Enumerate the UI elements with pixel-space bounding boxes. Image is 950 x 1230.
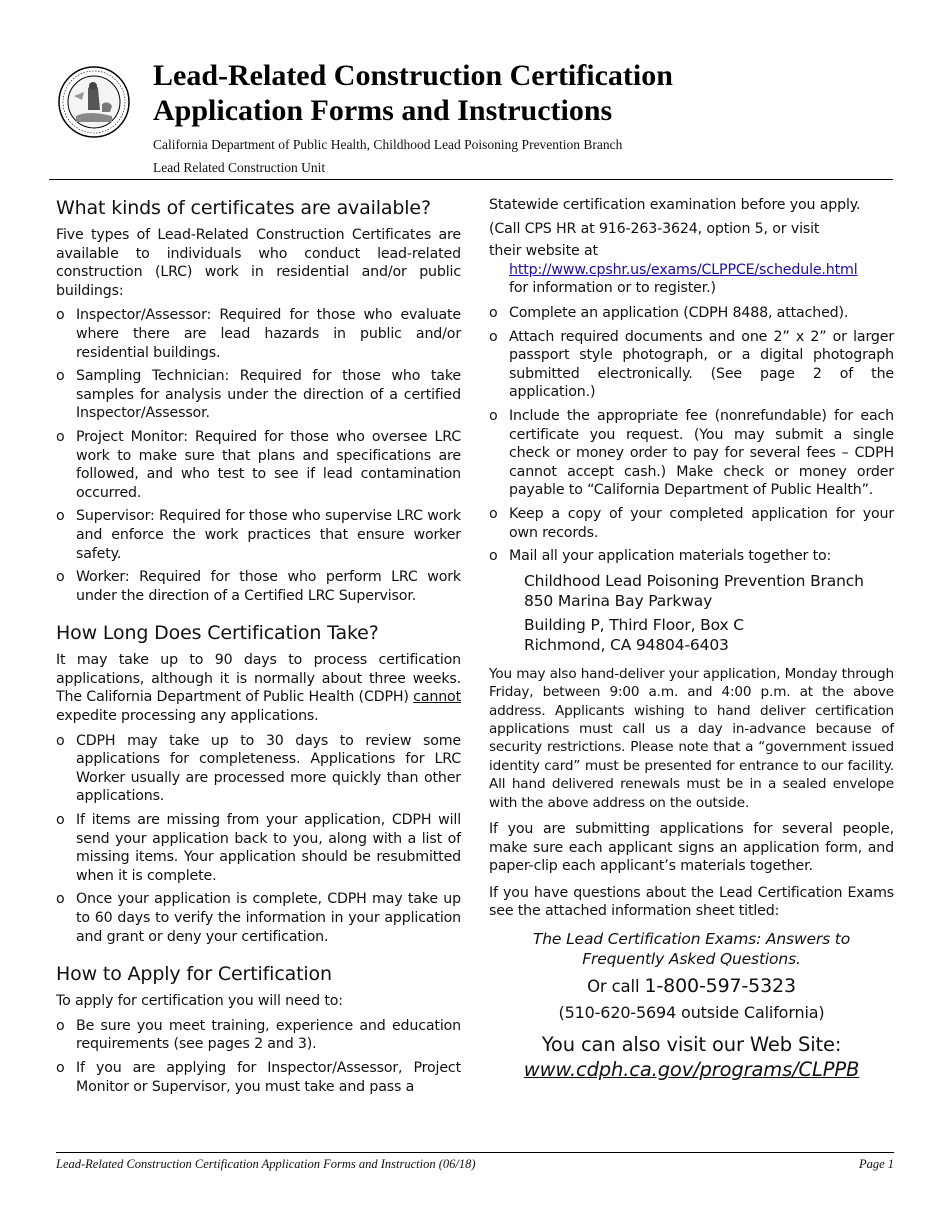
address-line: Richmond, CA 94804-6403 bbox=[524, 635, 729, 654]
certificates-heading: What kinds of certificates are available? bbox=[56, 197, 431, 219]
duration-intro bbox=[56, 651, 461, 725]
website-block bbox=[489, 261, 894, 298]
continuation-text: for information or to register.) bbox=[509, 280, 716, 297]
continuation-text: Statewide certification examination before you apply. bbox=[489, 197, 861, 213]
list-item: o Inspector/Assessor: Required for those who evaluate where there are lead hazards in public and/or residential buildings. bbox=[56, 306, 461, 362]
list-item: o Attach required documents and one 2” x 2” or larger passport style photograph, or a digital photograph submitted electronically. (See page 2 of the application.) bbox=[489, 328, 894, 402]
california-state-seal-icon bbox=[58, 66, 130, 138]
hand-delivery-paragraph: You may also hand-deliver your application, Monday through Friday, between 9:00 a.m. and 4:00 p.m. at the above address. Applicants wishing to hand deliver certification applications must call us a day in-advance because of security restrictions. Please note that a “government issued identity card” must be presented for entrance to our facility. All hand delivered renewals must be in a sealed envelope with the above address on the outside. bbox=[489, 665, 894, 811]
cannot-emphasis: cannot bbox=[413, 689, 461, 706]
cdph-website-link[interactable]: www.cdph.ca.gov/programs/CLPPB bbox=[523, 1057, 860, 1081]
apply-heading: How to Apply for Certification bbox=[56, 963, 332, 986]
list-item: o Once your application is complete, CDPH may take up to 60 days to verify the information in your application and grant or deny your certification. bbox=[56, 890, 461, 946]
header-divider bbox=[49, 179, 893, 180]
website-label: You can also visit our Web Site: bbox=[541, 1032, 842, 1056]
list-item: o Sampling Technician: Required for those who take samples for analysis under the direction of a certified Inspector/Assessor. bbox=[56, 367, 461, 423]
list-item: o Keep a copy of your completed application for your own records. bbox=[489, 505, 894, 542]
mailing-address bbox=[489, 571, 894, 655]
duration-intro-text: It may take up to 90 days to process certification applications, although it is normally about three weeks. The California Department of Public Health (CDPH) bbox=[56, 652, 461, 706]
continuation-text: (Call CPS HR at 916-263-3624, option 5, or visit bbox=[489, 220, 820, 237]
cpshr-schedule-link[interactable]: http://www.cpshr.us/exams/CLPPCE/schedule.html bbox=[509, 261, 858, 278]
title-line-1: Lead-Related Construction Certification bbox=[153, 59, 673, 92]
questions-paragraph: If you have questions about the Lead Certification Exams see the attached information sheet titled: bbox=[489, 884, 894, 920]
list-item: o If you are applying for Inspector/Assessor, Project Monitor or Supervisor, you must take and pass a bbox=[56, 1059, 461, 1096]
faq-title-line: Frequently Asked Questions. bbox=[582, 949, 801, 968]
duration-intro-text-end: expedite processing any applications. bbox=[56, 708, 319, 725]
apply-intro: To apply for certification you will need to: bbox=[56, 993, 343, 1010]
page-number: Page 1 bbox=[858, 1157, 894, 1171]
list-item: o If items are missing from your application, CDPH will send your application back to you, along with a list of missing items. Your application should be resubmitted when it is complete. bbox=[56, 811, 461, 885]
faq-title-line: The Lead Certification Exams: Answers to bbox=[532, 929, 851, 948]
faq-sheet-title bbox=[489, 929, 894, 969]
list-item: o Be sure you meet training, experience and education requirements (see pages 2 and 3). bbox=[56, 1017, 461, 1054]
list-item: o Include the appropriate fee (nonrefundable) for each certificate you request. (You may submit a single check or money order to pay for several fees – CDPH cannot accept cash.) Make check or money order payable to “California Department of Public Health”. bbox=[489, 407, 894, 500]
list-item: o Supervisor: Required for those who supervise LRC work and enforce the work practices that ensure worker safety. bbox=[56, 507, 461, 563]
phone-number[interactable]: 1-800-597-5323 bbox=[644, 974, 796, 997]
phone-outside-california: (510-620-5694 outside California) bbox=[558, 1002, 825, 1022]
address-line: 850 Marina Bay Parkway bbox=[524, 591, 713, 610]
footer-document-title: Lead-Related Construction Certification Application Forms and Instruction (06/18) bbox=[56, 1157, 476, 1171]
certificates-intro: Five types of Lead-Related Construction Certificates are available to individuals who conduct lead-related construction (LRC) work in residential and/or public buildings: bbox=[56, 227, 461, 299]
address-line: Childhood Lead Poisoning Prevention Branch bbox=[524, 571, 864, 590]
apply-list bbox=[56, 1017, 461, 1096]
title-line-2: Application Forms and Instructions bbox=[153, 94, 613, 127]
duration-list bbox=[56, 732, 461, 947]
department-name: California Department of Public Health, Childhood Lead Poisoning Prevention Branch bbox=[153, 137, 623, 152]
list-item: o Worker: Required for those who perform LRC work under the direction of a Certified LRC Supervisor. bbox=[56, 568, 461, 605]
duration-heading: How Long Does Certification Take? bbox=[56, 622, 379, 645]
right-column bbox=[489, 196, 894, 1082]
phone-line bbox=[489, 975, 894, 998]
left-column bbox=[56, 196, 461, 1101]
page-title bbox=[153, 58, 673, 128]
unit-name: Lead Related Construction Unit bbox=[153, 160, 326, 175]
address-line: Building P, Third Floor, Box C bbox=[524, 615, 744, 634]
list-item: o Mail all your application materials together to: bbox=[489, 547, 894, 566]
multiple-applicants-paragraph: If you are submitting applications for several people, make sure each applicant signs an application form, and paper-clip each applicant’s materials together. bbox=[489, 820, 894, 875]
footer-divider bbox=[56, 1152, 894, 1153]
list-item: o Complete an application (CDPH 8488, attached). bbox=[489, 304, 894, 323]
call-prefix: Or call bbox=[587, 976, 645, 996]
list-item: o CDPH may take up to 30 days to review some applications for completeness. Applications for LRC Worker usually are processed more quickly than other applications. bbox=[56, 732, 461, 806]
certificate-types-list bbox=[56, 306, 461, 605]
application-steps-list bbox=[489, 304, 894, 566]
continuation-text: their website at bbox=[489, 243, 598, 260]
list-item: o Project Monitor: Required for those who oversee LRC work to make sure that plans and specifications are followed, and who test to see if lead contamination occurred. bbox=[56, 428, 461, 502]
